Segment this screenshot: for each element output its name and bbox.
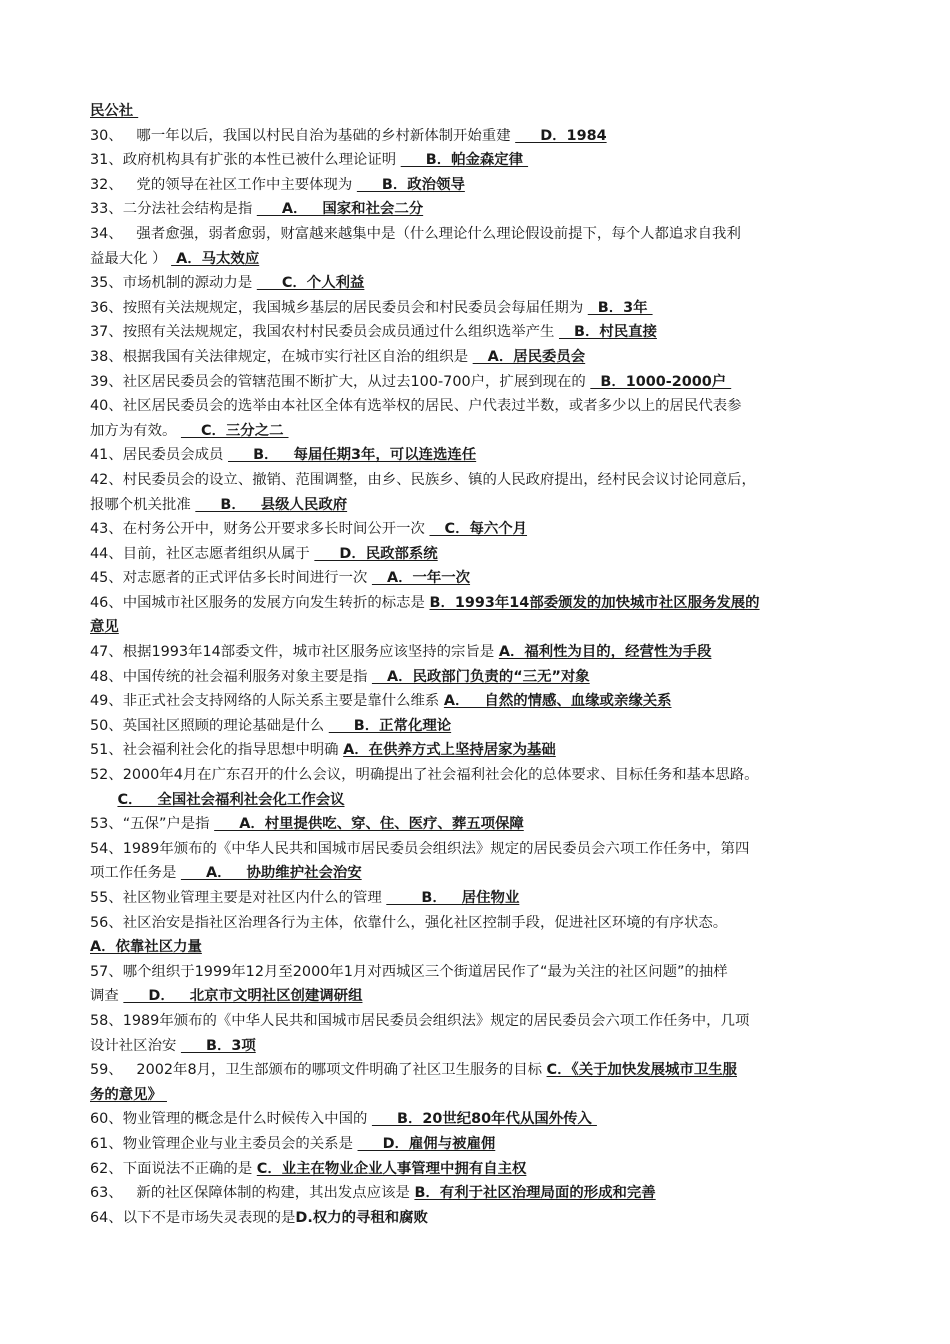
answer-text: 民公社 (90, 103, 139, 119)
question-text: 59、 2002年8月，卫生部颁布的哪项文件明确了社区卫生服务的目标 (90, 1062, 547, 1079)
question-line (90, 689, 880, 714)
question-text: 40、社区居民委员会的选举由本社区全体有选举权的居民、户代表过半数，或者多少以上的居民代表参 (90, 398, 742, 415)
question-line (90, 763, 880, 788)
question-line (90, 1132, 880, 1157)
question-text: 55、社区物业管理主要是对社区内什么的管理 (90, 890, 387, 906)
question-text: 53、“五保”户是指 (90, 816, 215, 833)
question-line (90, 296, 880, 321)
question-line (90, 247, 880, 272)
question-line (90, 394, 880, 419)
question-line (90, 124, 880, 149)
answer-text: D.权力的寻租和腐败 (295, 1209, 428, 1226)
question-text: 31、政府机构具有扩张的本性已被什么理论证明 (90, 152, 401, 169)
question-line (90, 370, 880, 395)
answer-text: B．正常化理论 (328, 717, 452, 734)
question-line (90, 1034, 880, 1059)
question-text: 39、社区居民委员会的管辖范围不断扩大，从过去100-700户，扩展到现在的 (90, 373, 591, 390)
question-text: 34、 强者愈强，弱者愈弱，财富越来越集中是（什么理论什么理论假设前提下，每个人都追求自我利 (90, 225, 741, 242)
question-line (90, 197, 880, 222)
question-line (90, 788, 880, 813)
answer-text: D．民政部系统 (314, 545, 438, 562)
answer-text: A． 自然的情感、血缘或亲缘关系 (443, 693, 672, 710)
question-text: 46、中国城市社区服务的发展方向发生转折的标志是 (90, 594, 430, 611)
question-line (90, 271, 880, 296)
question-line (90, 419, 880, 444)
question-text: 38、根据我国有关法律规定，在城市实行社区自治的组织是 (90, 348, 473, 365)
answer-text: C．《关于加快发展城市卫生服 (546, 1062, 737, 1079)
question-line (90, 591, 880, 616)
question-text: 35、市场机制的源动力是 (90, 275, 257, 292)
answer-text: B． 每届任期3年，可以连选连任 (228, 447, 477, 464)
question-text: 设计社区治安 (90, 1037, 181, 1054)
question-line (90, 812, 880, 837)
question-text: 36、按照有关法规规定，我国城乡基层的居民委员会和村民委员会每届任期为 (90, 299, 588, 316)
question-text: 44、目前，社区志愿者组织从属于 (90, 545, 315, 562)
question-line (90, 960, 880, 985)
question-line (90, 99, 880, 124)
answer-text: B． 县级人民政府 (195, 496, 348, 513)
question-line (90, 148, 880, 173)
answer-text: B．1000-2000户 (590, 373, 732, 390)
question-line (90, 1181, 880, 1206)
question-text: 47、根据1993年14部委文件，城市社区服务应该坚持的宗旨是 (90, 644, 499, 661)
question-text: 56、社区治安是指社区治理各行为主体，依靠什么，强化社区控制手段，促进社区环境的有序状态。 (90, 914, 728, 931)
question-line (90, 566, 880, 591)
answer-text: D．1984 (515, 127, 607, 144)
question-text: 50、英国社区照顾的理论基础是什么 (90, 717, 329, 734)
question-text: 45、对志愿者的正式评估多长时间进行一次 (90, 570, 372, 587)
question-text: 54、1989年颁布的《中华人民共和国城市居民委员会组织法》规定的居民委员会六项工作任务中，第四 (90, 840, 750, 857)
question-text: 49、非正式社会支持网络的人际关系主要是靠什么维系 (90, 693, 444, 710)
question-line (90, 517, 880, 542)
question-line (90, 493, 880, 518)
question-text: 58、1989年颁布的《中华人民共和国城市居民委员会组织法》规定的居民委员会六项工作任务中，几项 (90, 1012, 750, 1029)
question-text (90, 792, 117, 808)
answer-text: B．3年 (587, 299, 653, 316)
question-line (90, 861, 880, 886)
question-line (90, 1157, 880, 1182)
answer-text: 务的意见》 (90, 1086, 167, 1103)
question-text: 52、2000年4月在广东召开的什么会议，明确提出了社会福利社会化的总体要求、目标任务和基本思路。 (90, 767, 759, 784)
question-line (90, 615, 880, 640)
question-text: 调查 (90, 988, 124, 1005)
answer-text: B． 居住物业 (386, 890, 520, 906)
answer-text: B．20世纪80年代从国外传入 (371, 1111, 597, 1128)
question-line (90, 1058, 880, 1083)
question-line (90, 935, 880, 960)
answer-text: A．在供养方式上坚持居家为基础 (343, 742, 556, 759)
question-text: 41、居民委员会成员 (90, 447, 229, 464)
question-line (90, 714, 880, 739)
answer-text: A．民政部门负责的“三无”对象 (371, 668, 590, 685)
answer-text: D．雇佣与被雇佣 (357, 1135, 496, 1152)
question-text: 32、 党的领导在社区工作中主要体现为 (90, 176, 357, 193)
question-line (90, 1107, 880, 1132)
answer-text: B．3项 (180, 1037, 256, 1054)
question-line (90, 542, 880, 567)
question-text: 30、 哪一年以后，我国以村民自治为基础的乡村新体制开始重建 (90, 127, 516, 144)
question-line (90, 665, 880, 690)
answer-text: A．福利性为目的，经营性为手段 (498, 644, 712, 661)
question-text: 60、物业管理的概念是什么时候传入中国的 (90, 1111, 372, 1128)
answer-text: 意见 (90, 619, 119, 636)
answer-text: A．一年一次 (371, 570, 471, 587)
question-line (90, 886, 880, 911)
answer-text: B．1993年14部委颁发的加快城市社区服务发展的 (429, 594, 760, 611)
question-text: 33、二分法社会结构是指 (90, 201, 257, 218)
answer-text: B．村民直接 (559, 324, 657, 341)
question-line (90, 173, 880, 198)
answer-text: B．政治领导 (356, 176, 465, 193)
question-text: 57、哪个组织于1999年12月至2000年1月对西城区三个街道居民作了“最为关注的社区问题”的抽样 (90, 963, 728, 980)
question-line (90, 1083, 880, 1108)
question-line (90, 640, 880, 665)
answer-text: A．居民委员会 (472, 348, 586, 365)
answer-text: C．每六个月 (429, 521, 528, 538)
answer-text: C．业主在物业企业人事管理中拥有自主权 (256, 1160, 527, 1177)
question-text: 64、以下不是市场失灵表现的是 (90, 1209, 296, 1226)
answer-text: D． 北京市文明社区创建调研组 (123, 988, 363, 1005)
document-page (90, 99, 880, 1230)
question-line (90, 911, 880, 936)
question-text: 报哪个机关批准 (90, 496, 196, 513)
question-line (90, 222, 880, 247)
question-text: 51、社会福利社会化的指导思想中明确 (90, 742, 344, 759)
question-line (90, 738, 880, 763)
answer-text: C．三分之二 (180, 422, 289, 439)
question-line (90, 320, 880, 345)
answer-text: B．帕金森定律 (400, 152, 529, 169)
question-text: 42、村民委员会的设立、撤销、范围调整，由乡、民族乡、镇的人民政府提出，经村民会议讨论同意后， (90, 471, 756, 488)
answer-text: A． 协助维护社会治安 (180, 865, 362, 882)
question-text: 61、物业管理企业与业主委员会的关系是 (90, 1135, 358, 1152)
question-text: 项工作任务是 (90, 865, 181, 882)
question-line (90, 984, 880, 1009)
question-text: 62、下面说法不正确的是 (90, 1160, 257, 1177)
question-line (90, 837, 880, 862)
answer-text: A．依靠社区力量 (90, 939, 202, 956)
question-text: 加方为有效。 (90, 422, 181, 439)
question-line (90, 1009, 880, 1034)
question-text: 43、在村务公开中，财务公开要求多长时间公开一次 (90, 521, 430, 538)
question-text: 63、 新的社区保障体制的构建，其出发点应该是 (90, 1185, 415, 1202)
answer-text: C．个人利益 (256, 275, 365, 292)
question-text: 37、按照有关法规规定，我国农村村民委员会成员通过什么组织选举产生 (90, 324, 559, 341)
answer-text: A．村里提供吃、穿、住、医疗、葬五项保障 (214, 816, 524, 833)
question-text: 益最大化 ） (90, 250, 172, 267)
question-line (90, 345, 880, 370)
question-text: 48、中国传统的社会福利服务对象主要是指 (90, 668, 372, 685)
answer-text: C． 全国社会福利社会化工作会议 (117, 791, 345, 808)
question-line (90, 468, 880, 493)
question-line (90, 443, 880, 468)
answer-text: A．马太效应 (171, 250, 260, 267)
answer-text: B．有利于社区治理局面的形成和完善 (414, 1185, 656, 1202)
question-line (90, 1206, 880, 1231)
answer-text: A． 国家和社会二分 (256, 201, 424, 218)
